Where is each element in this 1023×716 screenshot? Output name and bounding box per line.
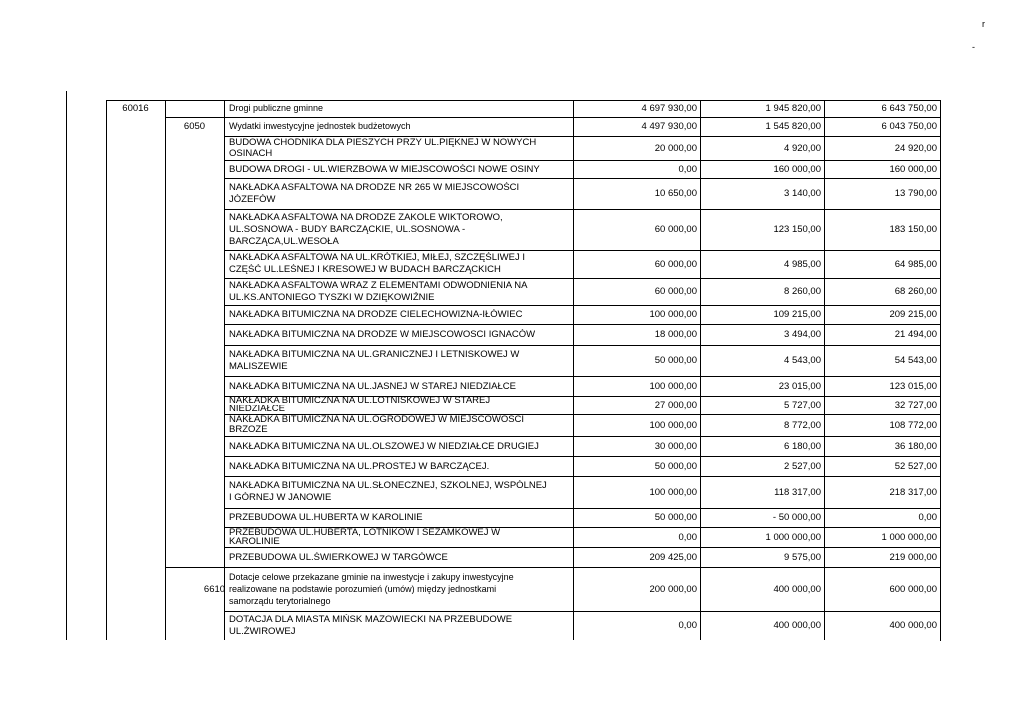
plan-value: 50 000,00 xyxy=(654,512,697,523)
row-description: NAKŁADKA ASFALTOWA WRAZ Z ELEMENTAMI ODWODNIENIA NA xyxy=(229,279,528,291)
change-value: 1 945 820,00 xyxy=(765,103,821,114)
chapter-code: 6050 xyxy=(183,121,206,132)
after-change-value: 21 494,00 xyxy=(894,329,937,340)
row-description: NAKŁADKA BITUMICZNA NA DRODZE W MIEJSCOWOSCI IGNACÓW xyxy=(229,329,536,340)
after-change-value: 32 727,00 xyxy=(894,399,937,411)
row-divider xyxy=(224,547,941,548)
plan-value: 30 000,00 xyxy=(654,440,697,452)
row-description: KAROLINIE xyxy=(229,537,280,546)
change-value: 1 000 000,00 xyxy=(765,531,821,543)
section-code: 60016 xyxy=(122,103,149,114)
after-change-value: 0,00 xyxy=(918,512,937,523)
row-divider xyxy=(224,324,941,325)
change-value: 118 317,00 xyxy=(774,486,821,498)
change-value: 123 150,00 xyxy=(773,224,821,235)
row-description: BUDOWA CHODNIKA DLA PIESZYCH PRZY UL.PIĘKNEJ W NOWYCH xyxy=(229,137,537,148)
change-value: 400 000,00 xyxy=(773,620,821,631)
change-value: 3 494,00 xyxy=(784,329,821,340)
row-description: NAKŁADKA BITUMICZNA NA UL.GRANICZNEJ I LETNISKOWEJ W xyxy=(229,348,520,360)
change-value: 1 545 820,00 xyxy=(765,121,821,132)
row-divider xyxy=(224,209,941,210)
after-change-value: 6 643 750,00 xyxy=(881,103,937,114)
row-description: Drogi publiczne gminne xyxy=(229,103,324,113)
row-description: NAKŁADKA BITUMICZNA NA UL.OGRODOWEJ W MIEJSCOWOSCI xyxy=(229,415,525,425)
after-change-value: 1 000 000,00 xyxy=(881,531,937,543)
change-value: 160 000,00 xyxy=(773,163,821,175)
after-change-value: 183 150,00 xyxy=(889,224,937,235)
row-description: BUDOWA DROGI - UL.WIERZBOWA W MIEJSCOWOŚCI NOWE OSINY xyxy=(229,163,540,175)
after-change-value: 218 317,00 xyxy=(889,486,937,498)
row-divider xyxy=(224,611,941,612)
row-description: UL.SOSNOWA - BUDY BARCZĄCKIE, UL.SOSNOWA - xyxy=(229,223,466,235)
change-value: 4 920,00 xyxy=(784,142,821,154)
row-description: NAKŁADKA ASFALTOWA NA DRODZE NR 265 W MIEJSCOWOŚCI xyxy=(229,181,520,193)
plan-value: 200 000,00 xyxy=(649,583,697,595)
plan-value: 100 000,00 xyxy=(649,380,697,392)
plan-value: 60 000,00 xyxy=(654,286,697,297)
after-change-value: 209 215,00 xyxy=(889,309,937,320)
change-value: 5 727,00 xyxy=(784,399,821,411)
row-divider xyxy=(224,508,941,509)
after-change-value: 13 790,00 xyxy=(894,188,937,199)
row-description: NAKŁADKA ASFALTOWA NA DRODZE ZAKOLE WIKTOROWO, xyxy=(229,211,503,223)
row-description: realizowane na podstawie porozumień (umów) między jednostkami xyxy=(229,584,497,594)
after-change-value: 52 527,00 xyxy=(894,460,937,472)
plan-value: 27 000,00 xyxy=(654,399,697,411)
change-value: 4 543,00 xyxy=(784,355,821,366)
row-description: JÓZEFÓW xyxy=(229,193,276,205)
row-divider xyxy=(165,117,941,118)
row-description: NAKŁADKA BITUMICZNA NA DRODZE CIELECHOWIZNA-IŁÓWIEC xyxy=(229,309,523,320)
plan-value: 0,00 xyxy=(678,620,697,631)
change-value: 23 015,00 xyxy=(778,380,821,392)
plan-value: 18 000,00 xyxy=(654,329,697,340)
change-value: 4 985,00 xyxy=(784,258,821,270)
row-description: CZĘŚĆ UL.LEŚNEJ I KRESOWEJ W BUDACH BARCZĄCKICH xyxy=(229,264,501,275)
row-description: NAKŁADKA BITUMICZNA NA UL.JASNEJ W STAREJ NIEDZIAŁCE xyxy=(229,380,516,392)
plan-value: 100 000,00 xyxy=(649,486,697,498)
row-description: NAKŁADKA BITUMICZNA NA UL.PROSTEJ W BARCZĄCEJ. xyxy=(229,460,490,472)
row-description: UL.ŻWIROWEJ xyxy=(229,625,296,637)
change-value: 8 260,00 xyxy=(784,286,821,297)
row-description: samorządu terytorialnego xyxy=(229,596,331,606)
corner-mark: - xyxy=(972,42,975,52)
row-divider xyxy=(106,100,941,101)
change-value: 2 527,00 xyxy=(784,460,821,472)
row-divider xyxy=(224,456,941,457)
row-description: NAKŁADKA ASFALTOWA NA UL.KRÓTKIEJ, MIŁEJ, SZCZĘŚLIWEJ I xyxy=(229,252,525,263)
column-divider xyxy=(106,100,107,640)
page-border-line xyxy=(66,91,67,640)
row-divider xyxy=(224,178,941,179)
column-divider xyxy=(940,100,941,641)
plan-value: 10 650,00 xyxy=(654,188,697,199)
corner-mark: r xyxy=(982,19,985,29)
after-change-value: 160 000,00 xyxy=(889,163,937,175)
row-description: NAKŁADKA BITUMICZNA NA UL.OLSZOWEJ W NIEDZIAŁCE DRUGIEJ xyxy=(229,440,539,452)
row-divider xyxy=(224,305,941,306)
column-divider xyxy=(224,100,225,640)
row-description: DOTACJA DLA MIASTA MIŃSK MAZOWIECKI NA PRZEBUDOWE xyxy=(229,613,513,625)
plan-value: 4 497 930,00 xyxy=(641,121,697,132)
plan-value: 50 000,00 xyxy=(654,460,697,472)
row-description: BRZÓZE xyxy=(229,425,268,435)
after-change-value: 219 000,00 xyxy=(889,551,937,563)
row-description: PRZEBUDOWA UL.HUBERTA W KAROLINIE xyxy=(229,512,423,523)
change-value: 109 215,00 xyxy=(773,309,821,320)
row-description: Wydatki inwestycyjne jednostek budżetowych xyxy=(229,121,411,131)
plan-value: 0,00 xyxy=(678,163,697,175)
row-description: MALISZEWIE xyxy=(229,360,288,372)
row-divider xyxy=(224,436,941,437)
row-description: PRZEBUDOWA UL.HUBERTA, LOTNIKÓW I SEZAMKOWEJ W xyxy=(229,528,501,537)
row-description: NAKŁADKA BITUMICZNA NA UL.LOTNISKOWEJ W STAREJ xyxy=(229,397,491,405)
after-change-value: 24 920,00 xyxy=(894,142,937,154)
chapter-code: 6610 xyxy=(203,583,226,595)
plan-value: 209 425,00 xyxy=(649,551,697,563)
plan-value: 4 697 930,00 xyxy=(641,103,697,114)
change-value: 6 180,00 xyxy=(784,440,821,452)
plan-value: 0,00 xyxy=(678,531,697,543)
column-divider xyxy=(165,100,166,640)
row-divider xyxy=(224,476,941,477)
row-description: UL.KS.ANTONIEGO TYSZKI W DZIĘKOWIŹNIE xyxy=(229,291,435,303)
row-divider xyxy=(224,160,941,161)
after-change-value: 36 180,00 xyxy=(894,440,937,452)
change-value: - 50 000,00 xyxy=(772,512,821,523)
change-value: 9 575,00 xyxy=(784,551,821,563)
after-change-value: 600 000,00 xyxy=(889,583,937,595)
change-value: 8 772,00 xyxy=(784,419,821,431)
plan-value: 60 000,00 xyxy=(654,224,697,235)
row-description: I GÓRNEJ W JANOWIE xyxy=(229,492,332,503)
row-description: PRZEBUDOWA UL.ŚWIERKOWEJ W TARGÓWCE xyxy=(229,551,448,563)
plan-value: 20 000,00 xyxy=(654,142,697,154)
after-change-value: 64 985,00 xyxy=(894,258,937,270)
row-description: NAKŁADKA BITUMICZNA NA UL.SŁONECZNEJ, SZKOLNEJ, WSPÓLNEJ xyxy=(229,480,547,491)
row-divider xyxy=(224,345,941,346)
row-description: Dotacje celowe przekazane gminie na inwestycje i zakupy inwestycyjne xyxy=(229,572,514,582)
after-change-value: 108 772,00 xyxy=(889,419,937,431)
change-value: 3 140,00 xyxy=(784,188,821,199)
after-change-value: 400 000,00 xyxy=(889,620,937,631)
after-change-value: 123 015,00 xyxy=(889,380,937,392)
after-change-value: 68 260,00 xyxy=(894,286,937,297)
plan-value: 50 000,00 xyxy=(654,355,697,366)
plan-value: 100 000,00 xyxy=(649,309,697,320)
row-description: BARCZĄCA,UL.WESOŁA xyxy=(229,235,339,247)
plan-value: 60 000,00 xyxy=(654,258,697,270)
after-change-value: 54 543,00 xyxy=(894,355,937,366)
row-divider xyxy=(165,567,941,568)
row-description: NIEDZIAŁCE xyxy=(229,405,285,413)
row-description: OSINACH xyxy=(229,148,273,159)
row-divider xyxy=(224,376,941,377)
change-value: 400 000,00 xyxy=(773,583,821,595)
after-change-value: 6 043 750,00 xyxy=(881,121,937,132)
row-divider xyxy=(224,250,941,251)
plan-value: 100 000,00 xyxy=(649,419,697,431)
